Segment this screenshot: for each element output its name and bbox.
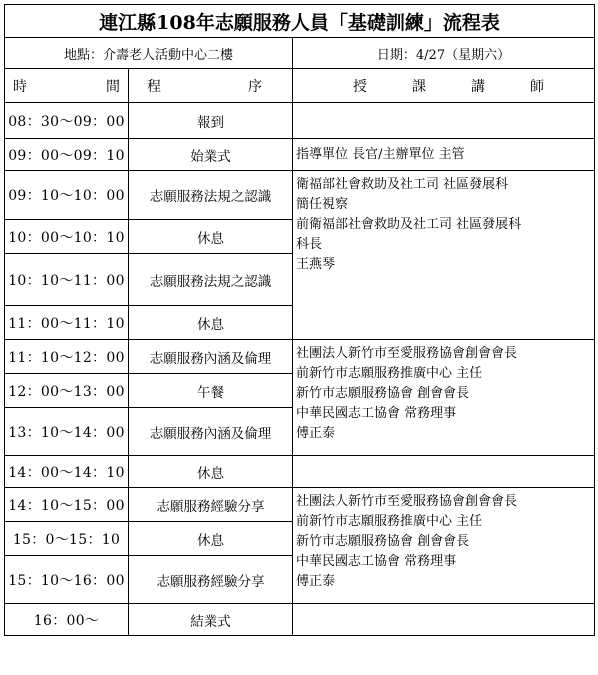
speaker-line: 前新竹市志願服務推廣中心 主任 — [296, 514, 483, 529]
time-cell: 11：10～12：00 — [5, 340, 129, 374]
date-label: 日期：4/27（星期六） — [293, 38, 595, 69]
speaker-cell — [293, 139, 595, 171]
speaker-line: 社團法人新竹市至愛服務協會創會會長 — [296, 346, 518, 361]
speaker-line: 簡任視察 — [296, 197, 349, 212]
speaker-cell — [293, 103, 595, 139]
speaker-cell — [293, 456, 595, 488]
time-cell: 15：0～15：10 — [5, 522, 129, 556]
header-program: 程 序 — [129, 69, 293, 103]
speaker-line: 前新竹市志願服務推廣中心 主任 — [296, 366, 483, 381]
program-cell: 志願服務法規之認識 — [129, 254, 293, 306]
time-cell: 11：00～11：10 — [5, 306, 129, 340]
time-cell: 09：10～10：00 — [5, 171, 129, 220]
time-cell: 10：00～10：10 — [5, 220, 129, 254]
speaker-line: 中華民國志工協會 常務理事 — [296, 554, 457, 569]
program-cell: 志願服務內涵及倫理 — [129, 408, 293, 456]
table-row — [5, 488, 595, 522]
speaker-line: 前衛福部社會救助及社工司 社區發展科 — [296, 217, 522, 232]
time-cell: 08：30～09：00 — [5, 103, 129, 139]
speaker-line: 傅正泰 — [296, 426, 336, 441]
page-title: 連江縣108年志願服務人員「基礎訓練」流程表 — [5, 5, 595, 38]
time-cell: 09：00～09：10 — [5, 139, 129, 171]
speaker-line: 衛福部社會救助及社工司 社區發展科 — [296, 177, 509, 192]
program-cell: 休息 — [129, 456, 293, 488]
speaker-line: 新竹市志願服務協會 創會會長 — [296, 386, 470, 401]
program-cell: 志願服務法規之認識 — [129, 171, 293, 220]
header-speaker: 授 課 講 師 — [293, 69, 595, 103]
speaker-line: 指導單位 長官/主辦單位 主管 — [296, 146, 465, 162]
speaker-line: 社團法人新竹市至愛服務協會創會會長 — [296, 494, 518, 509]
table-row — [5, 103, 595, 139]
table-row — [5, 604, 595, 636]
table-row — [5, 456, 595, 488]
time-cell: 13：10～14：00 — [5, 408, 129, 456]
speaker-line: 傅正泰 — [296, 574, 336, 589]
time-cell: 14：10～15：00 — [5, 488, 129, 522]
time-cell: 16：00～ — [5, 604, 129, 636]
program-cell: 始業式 — [129, 139, 293, 171]
time-cell: 12：00～13：00 — [5, 374, 129, 408]
program-cell: 志願服務經驗分享 — [129, 488, 293, 522]
table-row — [5, 139, 595, 171]
location-label: 地點：介壽老人活動中心二樓 — [5, 38, 293, 69]
speaker-cell-ethics — [293, 340, 595, 456]
program-cell: 報到 — [129, 103, 293, 139]
time-cell: 10：10～11：00 — [5, 254, 129, 306]
speaker-line: 新竹市志願服務協會 創會會長 — [296, 534, 470, 549]
program-cell: 午餐 — [129, 374, 293, 408]
speaker-line: 科長 — [296, 237, 323, 252]
program-cell: 志願服務經驗分享 — [129, 556, 293, 604]
program-cell: 休息 — [129, 306, 293, 340]
table-row — [5, 171, 595, 220]
speaker-line: 中華民國志工協會 常務理事 — [296, 406, 457, 421]
speaker-cell-experience — [293, 488, 595, 604]
schedule-table — [4, 4, 595, 636]
header-time: 時 間 — [5, 69, 129, 103]
speaker-cell-law — [293, 171, 595, 340]
speaker-cell — [293, 604, 595, 636]
program-cell: 志願服務內涵及倫理 — [129, 340, 293, 374]
time-cell: 14：00～14：10 — [5, 456, 129, 488]
time-cell: 15：10～16：00 — [5, 556, 129, 604]
program-cell: 結業式 — [129, 604, 293, 636]
table-row — [5, 340, 595, 374]
program-cell: 休息 — [129, 522, 293, 556]
speaker-line: 王燕琴 — [296, 257, 336, 272]
program-cell: 休息 — [129, 220, 293, 254]
